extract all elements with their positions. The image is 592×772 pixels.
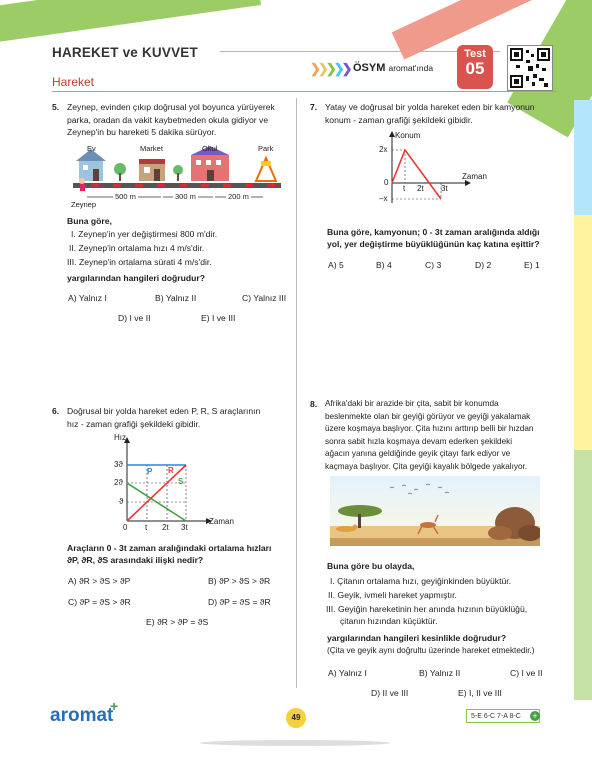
series-p-label: P bbox=[147, 467, 153, 476]
subtitle-rule bbox=[52, 91, 557, 92]
x-tick: 2t bbox=[417, 184, 424, 193]
q8-savanna-illustration bbox=[330, 476, 540, 546]
q5-street-illustration bbox=[73, 143, 288, 213]
x-tick: 2t bbox=[162, 523, 169, 532]
series-r-label: R bbox=[168, 466, 174, 475]
label-zeynep: Zeynep bbox=[71, 200, 97, 209]
section-subtitle: Hareket bbox=[52, 75, 95, 89]
q7-number: 7. bbox=[310, 102, 318, 112]
q8-statement: I. Çitanın ortalama hızı, geyiğinkinden büyüktür. bbox=[330, 576, 512, 586]
q6-velocity-time-graph bbox=[110, 435, 240, 533]
q8-option-e[interactable]: E) I, II ve III bbox=[458, 688, 502, 698]
y-tick: 2x bbox=[379, 145, 388, 154]
series-s-label: S bbox=[178, 477, 184, 486]
q6-option-b[interactable]: B) ϑP > ϑS > ϑR bbox=[208, 576, 271, 586]
q6-text-line: Doğrusal bir yolda hareket eden P, R, S araçlarının bbox=[67, 406, 261, 416]
q7-option-d[interactable]: D) 2 bbox=[475, 260, 492, 270]
q6-option-d[interactable]: D) ϑP = ϑS = ϑR bbox=[208, 597, 271, 607]
q8-statement: çitanın hızından küçüktür. bbox=[340, 616, 438, 626]
x-axis-label: Zaman bbox=[462, 172, 487, 181]
q7-option-c[interactable]: C) 3 bbox=[425, 260, 442, 270]
q8-statement: III. Geyiğin hareketinin her anında hızının büyüklüğü, bbox=[326, 604, 528, 614]
q5-option-c[interactable]: C) Yalnız III bbox=[242, 293, 287, 303]
q6-prompt: ϑP, ϑR, ϑS arasındaki ilişki nedir? bbox=[67, 555, 204, 565]
house-icon bbox=[79, 161, 103, 181]
q8-text-line: ağacın yanına geldiğinde geyik çitayı fark ediyor ve bbox=[325, 449, 511, 458]
q5-option-e[interactable]: E) I ve III bbox=[201, 313, 236, 323]
q5-statement: II. Zeynep'in ortalama hızı 4 m/s'dir. bbox=[69, 243, 205, 253]
q8-text-line: Afrika'daki bir arazide bir çita, sabit bir konumda bbox=[325, 399, 499, 408]
x-tick: t bbox=[145, 523, 148, 532]
q8-prompt: Buna göre bu olayda, bbox=[327, 561, 415, 571]
q6-option-c[interactable]: C) ϑP = ϑS > ϑR bbox=[68, 597, 131, 607]
qr-code-icon[interactable] bbox=[507, 45, 553, 91]
y-tick: 2ϑ bbox=[114, 478, 123, 487]
x-origin: 0 bbox=[123, 523, 128, 532]
q5-statement: III. Zeynep'in ortalama sürati 4 m/s'dir. bbox=[67, 257, 212, 267]
label-okul: Okul bbox=[202, 144, 218, 153]
y-tick: 3ϑ bbox=[114, 460, 123, 469]
q5-number: 5. bbox=[52, 102, 60, 112]
distance-200: 200 m bbox=[228, 192, 249, 201]
brand-logo: aromat bbox=[50, 705, 114, 726]
q7-option-b[interactable]: B) 4 bbox=[376, 260, 392, 270]
q5-option-b[interactable]: B) Yalnız II bbox=[155, 293, 197, 303]
q8-number: 8. bbox=[310, 399, 318, 409]
q8-text-line: beslenmekte olan bir geyiği görüyor ve geyiği yakalamak bbox=[325, 411, 531, 421]
y-tick: ϑ bbox=[119, 497, 124, 506]
label-ev: Ev bbox=[87, 144, 96, 153]
q8-option-b[interactable]: B) Yalnız II bbox=[419, 668, 461, 678]
zeynep-icon bbox=[79, 178, 85, 184]
test-number: 05 bbox=[465, 59, 485, 78]
q7-option-a[interactable]: A) 5 bbox=[328, 260, 344, 270]
label-park: Park bbox=[258, 144, 274, 153]
q7-text-line: konum - zaman grafiği şekildeki gibidir. bbox=[325, 114, 473, 125]
q5-text-line: Zeynep'in bu hareketi 5 dakika sürüyor. bbox=[67, 127, 217, 137]
y-tick: 0 bbox=[384, 178, 389, 187]
question-6 bbox=[52, 405, 292, 429]
answer-key: 5-E 6-C 7-A 8-C bbox=[466, 709, 540, 723]
osym-label: ÖSYM aromat'ında bbox=[353, 62, 434, 74]
q7-position-time-graph bbox=[375, 130, 495, 210]
question-5 bbox=[52, 101, 292, 137]
q5-question: yargılarından hangileri doğrudur? bbox=[67, 273, 205, 283]
decor-stripe-green-top bbox=[0, 0, 261, 47]
x-axis-label: Zaman bbox=[209, 517, 234, 526]
q5-statement: I. Zeynep'in yer değiştirmesi 800 m'dir. bbox=[71, 229, 218, 239]
q6-option-a[interactable]: A) ϑR > ϑS > ϑP bbox=[68, 576, 131, 586]
page-title: HAREKET ve KUVVET bbox=[52, 45, 198, 60]
question-7 bbox=[310, 101, 565, 125]
page-number: 49 bbox=[286, 708, 306, 728]
label-market: Market bbox=[140, 144, 163, 153]
question-8 bbox=[310, 398, 570, 471]
q6-number: 6. bbox=[52, 406, 60, 416]
decor-footer-shadow bbox=[200, 740, 390, 746]
q8-option-d[interactable]: D) II ve III bbox=[371, 688, 409, 698]
y-axis-label: Konum bbox=[395, 131, 421, 140]
q8-text-line: sonra sabit hızla koşmaya devam ederken şekildeki bbox=[325, 436, 513, 446]
decor-stripe-green-right2 bbox=[574, 450, 592, 700]
q5-option-d[interactable]: D) I ve II bbox=[118, 313, 151, 323]
q6-prompt: Araçların 0 - 3t zaman aralığındaki ortalama hızları bbox=[67, 543, 272, 553]
plus-icon: + bbox=[530, 711, 540, 721]
x-tick: 3t bbox=[181, 523, 188, 532]
q7-prompt: Buna göre, kamyonun; 0 - 3t zaman aralığında aldığı bbox=[327, 227, 540, 237]
q8-option-c[interactable]: C) I ve II bbox=[510, 668, 543, 678]
distance-300: 300 m bbox=[175, 192, 196, 201]
q5-text-line: Zeynep, evinden çıkıp doğrusal yol boyunca yürüyerek bbox=[67, 102, 275, 112]
x-tick: 3t bbox=[441, 184, 448, 193]
y-axis-label: Hız bbox=[114, 433, 126, 442]
q6-option-e[interactable]: E) ϑR > ϑP = ϑS bbox=[146, 617, 209, 627]
distance-500: 500 m bbox=[115, 192, 136, 201]
q5-text-line: parka, oradan da vakit kaybetmeden okula gidiyor ve bbox=[67, 114, 269, 125]
y-tick: –x bbox=[379, 194, 388, 203]
q5-option-a[interactable]: A) Yalnız I bbox=[68, 293, 107, 303]
series-r-line bbox=[127, 465, 186, 521]
q8-option-a[interactable]: A) Yalnız I bbox=[328, 668, 367, 678]
arrows-icon: ❯❯❯❯❯ bbox=[310, 61, 350, 76]
q8-statement: II. Geyik, ivmeli hareket yapmıştır. bbox=[328, 590, 457, 600]
x-tick: t bbox=[403, 184, 406, 193]
q7-option-e[interactable]: E) 1 bbox=[524, 260, 540, 270]
q8-question: yargılarından hangileri kesinlikle doğrudur? bbox=[327, 633, 507, 643]
test-badge bbox=[457, 45, 493, 89]
q5-prompt: Buna göre, bbox=[67, 216, 112, 226]
q6-text-line: hız - zaman grafiği şekildeki gibidir. bbox=[67, 418, 201, 429]
q8-text-line: kaçmaya başlıyor. Çita geyiği kayalık bölgede yakalıyor. bbox=[325, 461, 528, 471]
q8-note: (Çita ve geyik aynı doğrultu üzerinde hareket etmektedir.) bbox=[327, 646, 535, 655]
q7-prompt: yol, yer değiştirme büyüklüğünün kaç katına eşittir? bbox=[327, 239, 540, 249]
column-divider bbox=[296, 98, 297, 688]
decor-stripe-yellow-right bbox=[574, 215, 592, 465]
q7-text-line: Yatay ve doğrusal bir yolda hareket eden bir kamyonun bbox=[325, 102, 535, 112]
q8-text-line: üzere koşmaya başlıyor. Çita hızını arttırıp belli bir hızdan bbox=[325, 424, 534, 433]
test-label: Test bbox=[464, 48, 486, 60]
brand-plus: + bbox=[110, 698, 119, 714]
